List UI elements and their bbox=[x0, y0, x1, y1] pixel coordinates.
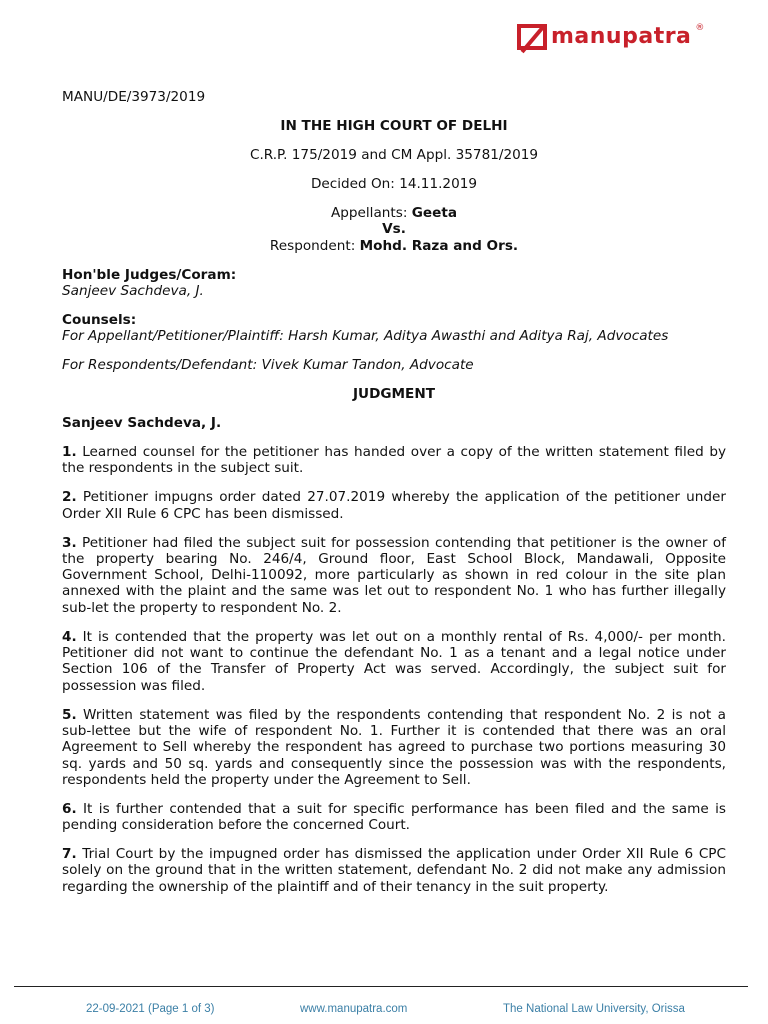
manupatra-logo bbox=[517, 24, 704, 50]
para-number: 5. bbox=[62, 706, 77, 723]
para-number: 4. bbox=[62, 628, 77, 645]
document-body bbox=[62, 89, 726, 895]
para-text: Petitioner impugns order dated 27.07.2019 whereby the application of the petitioner under Order XII Rule 6 CPC has been dismissed. bbox=[62, 489, 726, 522]
appellants-label: Appellants: bbox=[330, 204, 412, 221]
para-text: It is contended that the property was let out on a monthly rental of Rs. 4,000/- per month. Petitioner did not want to continue the defendant No. 1 as a tenant and a legal notice under Section 106 of the Transfer of Property Act was served. Accordingly, the subject suit for possession was filed. bbox=[62, 628, 726, 694]
footer-date-page: 22-09-2021 (Page 1 of 3) bbox=[86, 1003, 215, 1015]
para-text: Petitioner had filed the subject suit for possession contending that petitioner is the owner of the property bearing No. 246/4, Ground floor, East School Block, Mandawali, Opposite Government School, Delhi-110092, more particularly as shown in red colour in the site plan annexed with the plaint and the same was let out to respondent No. 1 who has further illegally sub-let the property to respondent No. 2. bbox=[62, 534, 726, 616]
paragraph-2 bbox=[62, 489, 726, 522]
respondent bbox=[62, 238, 726, 254]
counsel-respondent bbox=[62, 357, 726, 373]
judges-heading-text: Hon'ble Judges/Coram: bbox=[62, 266, 237, 283]
para-number: 7. bbox=[62, 846, 77, 863]
para-text: Trial Court by the impugned order has dismissed the application under Order XII Rule 6 CPC solely on the ground that in the written statement, defendant No. 2 did not make any admission regarding the ownership of the plaintiff and of their tenancy in the suit property. bbox=[62, 846, 726, 895]
footer-institution: The National Law University, Orissa bbox=[503, 1003, 685, 1015]
judges bbox=[62, 283, 726, 299]
appellants bbox=[62, 205, 726, 221]
counsel-respondent-text: For Respondents/Defendant: Vivek Kumar Tandon, Advocate bbox=[62, 357, 474, 374]
registered-mark: ® bbox=[695, 23, 705, 33]
footer-website-link[interactable]: www.manupatra.com bbox=[300, 1003, 408, 1015]
versus-text: Vs. bbox=[382, 221, 406, 238]
paragraph-1 bbox=[62, 444, 726, 477]
counsels-heading bbox=[62, 312, 726, 328]
logo-text: manupatra bbox=[551, 23, 692, 49]
manupatra-logo-icon bbox=[517, 24, 547, 50]
para-number: 2. bbox=[62, 489, 77, 506]
appellants-name: Geeta bbox=[411, 204, 457, 221]
author-text: Sanjeev Sachdeva, J. bbox=[62, 415, 222, 432]
para-text: Written statement was filed by the respondents contending that respondent No. 2 is not a sub-lettee but the wife of respondent No. 1. Further it is contended that there was an oral Agreement to Sell whereby the respondent has agreed to purchase two portions measuring 30 sq. yards and 50 sq. yards and consequently since the possession was with the respondents, respondents held the property under the Agreement to Sell. bbox=[62, 706, 726, 788]
paragraph-5 bbox=[62, 707, 726, 788]
respondent-name: Mohd. Raza and Ors. bbox=[359, 237, 519, 254]
court-name bbox=[62, 118, 726, 134]
para-text: Learned counsel for the petitioner has handed over a copy of the written statement filed by the respondents in the subject suit. bbox=[62, 444, 726, 477]
paragraph-7 bbox=[62, 846, 726, 895]
paragraph-4 bbox=[62, 629, 726, 694]
case-number: C.R.P. 175/2019 and CM Appl. 35781/2019 bbox=[249, 146, 539, 163]
court-name-text: IN THE HIGH COURT OF DELHI bbox=[280, 117, 508, 134]
para-number: 3. bbox=[62, 534, 77, 551]
para-number: 1. bbox=[62, 444, 77, 461]
judgment-heading bbox=[62, 386, 726, 402]
citation: MANU/DE/3973/2019 bbox=[62, 89, 206, 105]
counsel-appellant bbox=[62, 328, 726, 344]
footer-divider bbox=[14, 986, 748, 987]
paragraph-3 bbox=[62, 535, 726, 616]
judgment-heading-text: JUDGMENT bbox=[352, 386, 435, 403]
judges-heading bbox=[62, 267, 726, 283]
respondent-label: Respondent: bbox=[269, 237, 360, 254]
judges-text: Sanjeev Sachdeva, J. bbox=[62, 282, 204, 299]
counsel-appellant-text: For Appellant/Petitioner/Plaintiff: Harsh Kumar, Aditya Awasthi and Aditya Raj, Advocates bbox=[62, 328, 669, 345]
counsels-heading-text: Counsels: bbox=[62, 311, 137, 328]
paragraph-6 bbox=[62, 801, 726, 834]
decided-date: Decided On: 14.11.2019 bbox=[310, 175, 478, 192]
para-text: It is further contended that a suit for specific performance has been filed and the same is pending consideration before the concerned Court. bbox=[62, 800, 726, 834]
versus bbox=[62, 221, 726, 237]
para-number: 6. bbox=[62, 800, 77, 817]
author bbox=[62, 415, 726, 431]
